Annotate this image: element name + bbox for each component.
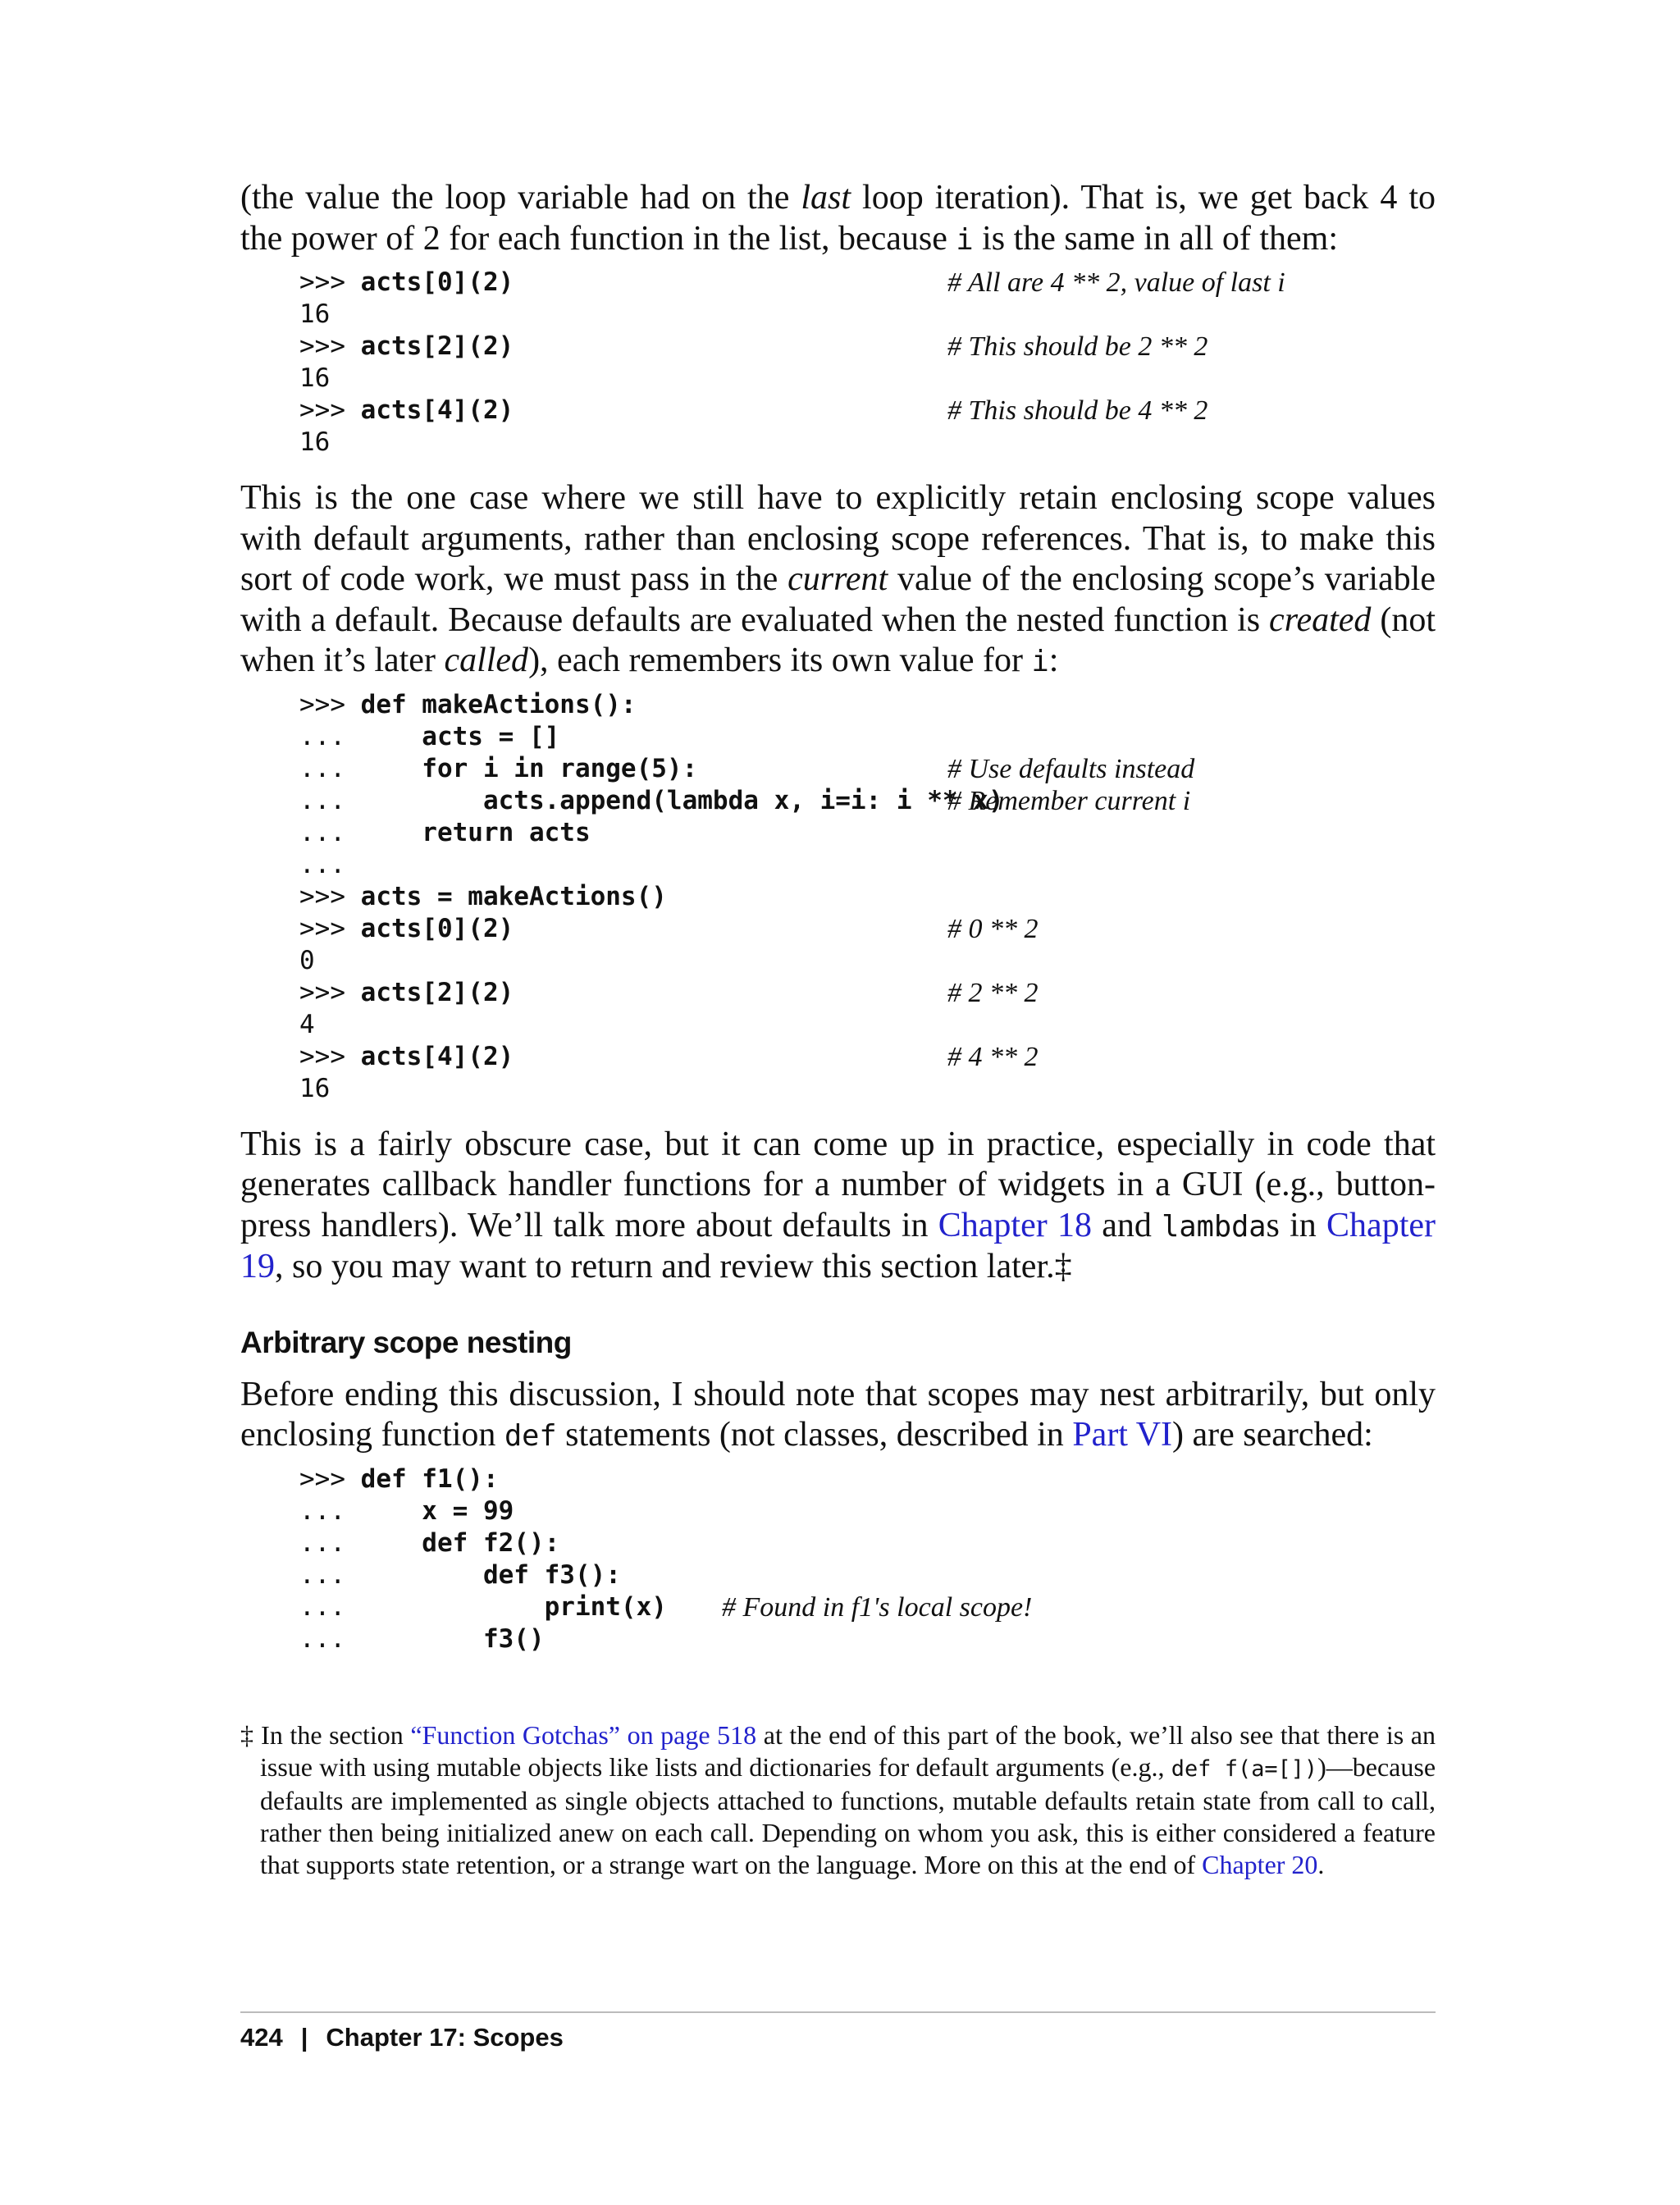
footnote: ‡ In the section “Function Gotchas” on page 518 at the end of this part of the book, we’ll also see that there is an issue with using mutable objects like lists and dictionaries for default arguments (e.g., def f(a=[]))—because defaults are implemented as single objects attached to functions, mutable defaults retain state from call to call, rather then being initialized anew on each call. Depending on whom you ask, this is either considered a feature that supports state retention, or a strange wart on the language. More on this at the end of Chapter 20.	[240, 1719, 1436, 1879]
code-line	[299, 1559, 1495, 1591]
code-prompt: >>>	[299, 689, 361, 719]
code-output: 16	[299, 1073, 331, 1103]
code-line	[299, 849, 1495, 881]
chapter-title: Chapter 17: Scopes	[326, 2023, 564, 2052]
code-input: acts[4](2)	[360, 395, 514, 425]
code-line	[299, 945, 1495, 977]
page-body	[240, 172, 1436, 1881]
code-line	[299, 1495, 1495, 1527]
code-line	[299, 1591, 1495, 1623]
code-output: 0	[299, 945, 315, 975]
code-line	[299, 395, 1495, 427]
code-input: def f1():	[360, 1463, 499, 1494]
code-prompt: >>>	[299, 1463, 361, 1494]
code-input: acts = makeActions()	[360, 881, 667, 911]
code-output: 16	[299, 363, 331, 393]
code-input: def f3():	[360, 1559, 621, 1590]
code-line	[299, 817, 1495, 849]
code-prompt: >>>	[299, 267, 361, 297]
code-input: acts.append(lambda x, i=i: i ** x)	[360, 785, 1004, 815]
code-prompt: ...	[299, 1591, 361, 1622]
code-prompt: >>>	[299, 913, 361, 943]
code-input: acts = []	[360, 721, 560, 751]
code-line	[299, 913, 1495, 945]
code-input: acts[0](2)	[360, 267, 514, 297]
code-comment: # This should be 4 ** 2	[947, 395, 1208, 426]
code-line	[299, 785, 1495, 817]
code-prompt: >>>	[299, 1041, 361, 1071]
paragraph-4: Before ending this discussion, I should note that scopes may nest arbitrarily, but only enclosing function def statements (not classes, described in Part VI) are searched:	[240, 1375, 1436, 1454]
code-input: acts[4](2)	[360, 1041, 514, 1071]
code-input: acts[0](2)	[360, 913, 514, 943]
code-prompt: >>>	[299, 395, 361, 425]
code-comment: # Remember current i	[947, 785, 1191, 816]
code-prompt: ...	[299, 785, 361, 815]
section-heading: Arbitrary scope nesting	[240, 1325, 572, 1359]
code-prompt: >>>	[299, 881, 361, 911]
code-line	[299, 1623, 1495, 1655]
paragraph-1: (the value the loop variable had on the last loop iteration). That is, we get back 4 to the power of 2 for each function in the list, because i is the same in all of them:	[240, 179, 1436, 258]
code-input: def makeActions():	[360, 689, 637, 719]
code-output: 16	[299, 299, 331, 329]
paragraph-2: This is the one case where we still have to explicitly retain enclosing scope values with default arguments, rather than enclosing scope references. That is, to make this sort of code work, we must pass in the current value of the enclosing scope’s variable with a default. Because defaults are evaluated when the nested function is created (not when it’s later called), each remembers its own value for i:	[240, 479, 1436, 679]
code-prompt: ...	[299, 817, 361, 847]
code-comment: # 0 ** 2	[947, 913, 1039, 944]
page-number: 424	[240, 2023, 283, 2052]
code-input: acts[2](2)	[360, 331, 514, 361]
code-prompt: ...	[299, 1495, 361, 1526]
code-comment: # 4 ** 2	[947, 1041, 1039, 1072]
code-prompt: ...	[299, 721, 361, 751]
code-prompt: ...	[299, 1623, 361, 1654]
code-line	[299, 1073, 1495, 1105]
code-output: 16	[299, 427, 331, 457]
code-line	[299, 1009, 1495, 1041]
code-block-1	[299, 267, 1495, 459]
paragraph-3: This is a fairly obscure case, but it can come up in practice, especially in code that generates callback handler functions for a number of widgets in a GUI (e.g., button-press handlers). We’ll talk more about defaults in Chapter 18 and lambdas in Chapter 19, so you may want to return and review this section later.‡	[240, 1125, 1436, 1285]
code-line	[299, 753, 1495, 785]
code-prompt: >>>	[299, 331, 361, 361]
code-prompt: ...	[299, 849, 345, 879]
code-input: f3()	[360, 1623, 545, 1654]
code-prompt: ...	[299, 1559, 361, 1590]
code-prompt: ...	[299, 1527, 361, 1558]
code-input: return acts	[360, 817, 591, 847]
footer-rule	[240, 2011, 1436, 2013]
code-line	[299, 1463, 1495, 1495]
code-line	[299, 427, 1495, 459]
code-line	[299, 1527, 1495, 1559]
chapter-19-link[interactable]: Chapter 19	[240, 1206, 1436, 1285]
part-vi-link[interactable]: Part VI	[1072, 1416, 1173, 1454]
chapter-20-link[interactable]: Chapter 20	[1202, 1849, 1318, 1879]
footer-separator: |	[300, 2023, 308, 2052]
code-comment: # Use defaults instead	[947, 753, 1195, 784]
code-input: print(x)	[360, 1591, 667, 1622]
code-line	[299, 881, 1495, 913]
code-line	[299, 363, 1495, 395]
code-line	[299, 299, 1495, 331]
code-comment: # Found in f1's local scope!	[722, 1591, 1033, 1623]
code-line	[299, 267, 1495, 299]
code-output: 4	[299, 1009, 315, 1039]
code-comment: # All are 4 ** 2, value of last i	[947, 267, 1285, 298]
code-line	[299, 1041, 1495, 1073]
code-prompt: >>>	[299, 977, 361, 1007]
page-footer	[240, 2023, 564, 2052]
code-input: acts[2](2)	[360, 977, 514, 1007]
code-comment: # 2 ** 2	[947, 977, 1039, 1008]
code-input: x = 99	[360, 1495, 514, 1526]
code-line	[299, 721, 1495, 753]
code-block-3	[299, 1463, 1495, 1655]
function-gotchas-link[interactable]: “Function Gotchas” on page 518	[410, 1719, 757, 1750]
chapter-18-link[interactable]: Chapter 18	[938, 1206, 1092, 1244]
code-block-2	[299, 689, 1495, 1105]
code-line	[299, 689, 1495, 721]
code-line	[299, 331, 1495, 363]
code-line	[299, 977, 1495, 1009]
code-input: def f2():	[360, 1527, 560, 1558]
code-prompt: ...	[299, 753, 361, 783]
code-input: for i in range(5):	[360, 753, 698, 783]
code-comment: # This should be 2 ** 2	[947, 331, 1208, 362]
